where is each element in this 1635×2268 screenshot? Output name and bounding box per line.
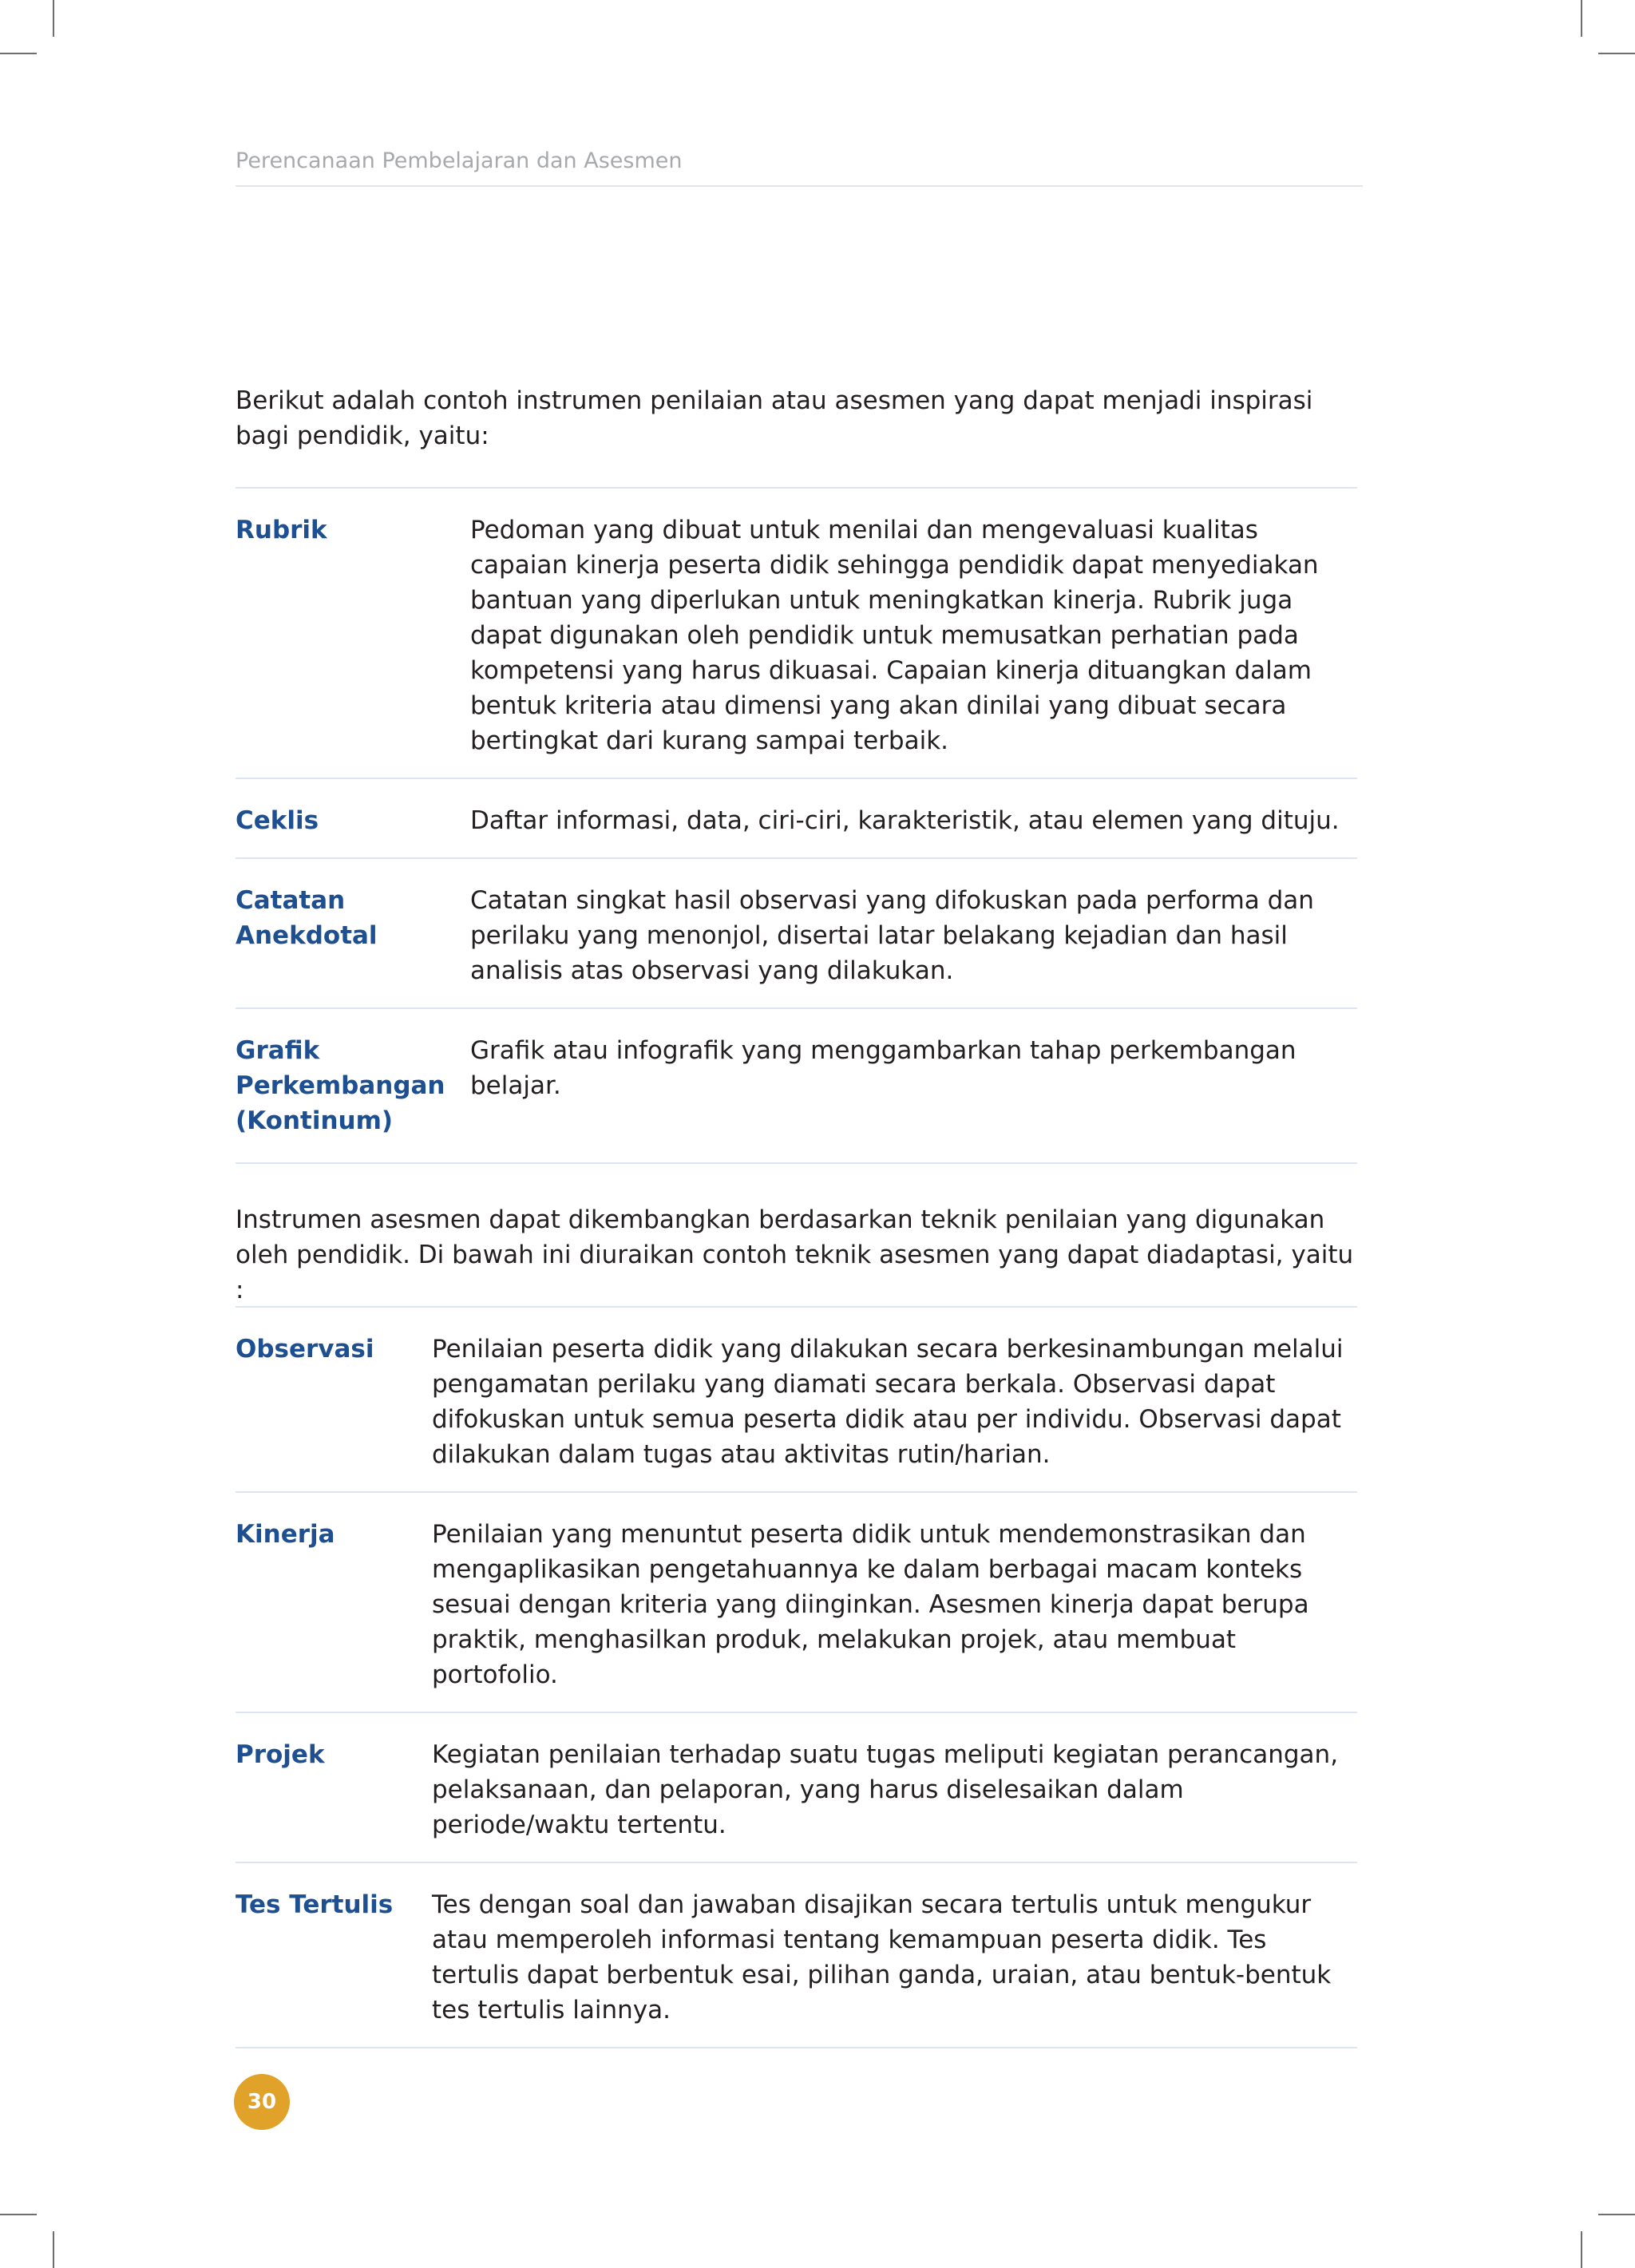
- crop-mark-bottom-right-v: [1581, 2231, 1582, 2268]
- instruments-intro: Berikut adalah contoh instrumen penilaian atau asesmen yang dapat menjadi inspirasi bagi pendidik, yaitu:: [236, 386, 1313, 450]
- techniques-table: [236, 1306, 1357, 2048]
- term-kinerja: Kinerja: [236, 1520, 335, 1549]
- crop-mark-bottom-left-v: [53, 2231, 54, 2268]
- page-number-badge: 30: [234, 2074, 290, 2130]
- crop-mark-top-right-h: [1598, 53, 1635, 54]
- crop-mark-bottom-right-h: [1598, 2214, 1635, 2215]
- table-row: [236, 489, 1357, 779]
- table-row: [236, 1493, 1357, 1713]
- term-observasi: Observasi: [236, 1335, 374, 1364]
- term-rubrik: Rubrik: [236, 516, 327, 544]
- term-tes-tertulis: Tes Tertulis: [236, 1890, 394, 1919]
- crop-mark-top-left-v: [53, 0, 54, 37]
- description-observasi: Penilaian peserta didik yang dilakukan secara berkesinambungan melalui pengamatan perilaku yang diamati secara berkala. Observasi dapat difokuskan untuk semua peserta didik atau per individu. Observasi dapat dilakukan dalam tugas atau aktivitas rutin/harian.: [432, 1335, 1344, 1469]
- crop-mark-top-right-v: [1581, 0, 1582, 37]
- instruments-table: [236, 487, 1357, 1164]
- term-catatan-anekdotal: Catatan Anekdotal: [236, 886, 378, 950]
- running-header: Perencanaan Pembelajaran dan Asesmen: [236, 148, 1363, 187]
- description-catatan-anekdotal: Catatan singkat hasil observasi yang difokuskan pada performa dan perilaku yang menonjol, disertai latar belakang kejadian dan hasil analisis atas observasi yang dilakukan.: [470, 886, 1314, 985]
- description-projek: Kegiatan penilaian terhadap suatu tugas meliputi kegiatan perancangan, pelaksanaan, dan pelaporan, yang harus diselesaikan dalam periode/waktu tertentu.: [432, 1740, 1339, 1839]
- table-row: [236, 1863, 1357, 2048]
- table-row: [236, 859, 1357, 1009]
- description-rubrik: Pedoman yang dibuat untuk menilai dan mengevaluasi kualitas capaian kinerja peserta didik sehingga pendidik dapat menyediakan bantuan yang diperlukan untuk meningkatkan kinerja. Rubrik juga dapat digunakan oleh pendidik untuk memusatkan perhatian pada kompetensi yang harus dikuasai. Capaian kinerja dituangkan dalam bentuk kriteria atau dimensi yang akan dinilai yang dibuat secara bertingkat dari kurang sampai terbaik.: [470, 516, 1319, 755]
- table-row: [236, 1009, 1357, 1164]
- table-row: [236, 779, 1357, 859]
- description-tes-tertulis: Tes dengan soal dan jawaban disajikan secara tertulis untuk mengukur atau memperoleh informasi tentang kemampuan peserta didik. Tes tertulis dapat berbentuk esai, pilihan ganda, uraian, atau bentuk-bentuk tes tertulis lainnya.: [432, 1890, 1332, 2025]
- term-ceklis: Ceklis: [236, 806, 319, 835]
- description-grafik-perkembangan: Grafik atau infografik yang menggambarkan tahap perkembangan belajar.: [470, 1036, 1297, 1100]
- crop-mark-top-left-h: [0, 53, 37, 54]
- term-grafik-perkembangan: Grafik Perkembangan (Kontinum): [236, 1036, 445, 1135]
- techniques-intro: Instrumen asesmen dapat dikembangkan berdasarkan teknik penilaian yang digunakan oleh pendidik. Di bawah ini diuraikan contoh teknik asesmen yang dapat diadaptasi, yaitu :: [236, 1205, 1354, 1304]
- description-ceklis: Daftar informasi, data, ciri-ciri, karakteristik, atau elemen yang dituju.: [470, 806, 1340, 835]
- table-row: [236, 1713, 1357, 1863]
- table-row: [236, 1308, 1357, 1493]
- term-projek: Projek: [236, 1740, 325, 1769]
- crop-mark-bottom-left-h: [0, 2214, 37, 2215]
- description-kinerja: Penilaian yang menuntut peserta didik untuk mendemonstrasikan dan mengaplikasikan pengetahuannya ke dalam berbagai macam konteks sesuai dengan kriteria yang diinginkan. Asesmen kinerja dapat berupa praktik, menghasilkan produk, melakukan projek, atau membuat portofolio.: [432, 1520, 1309, 1689]
